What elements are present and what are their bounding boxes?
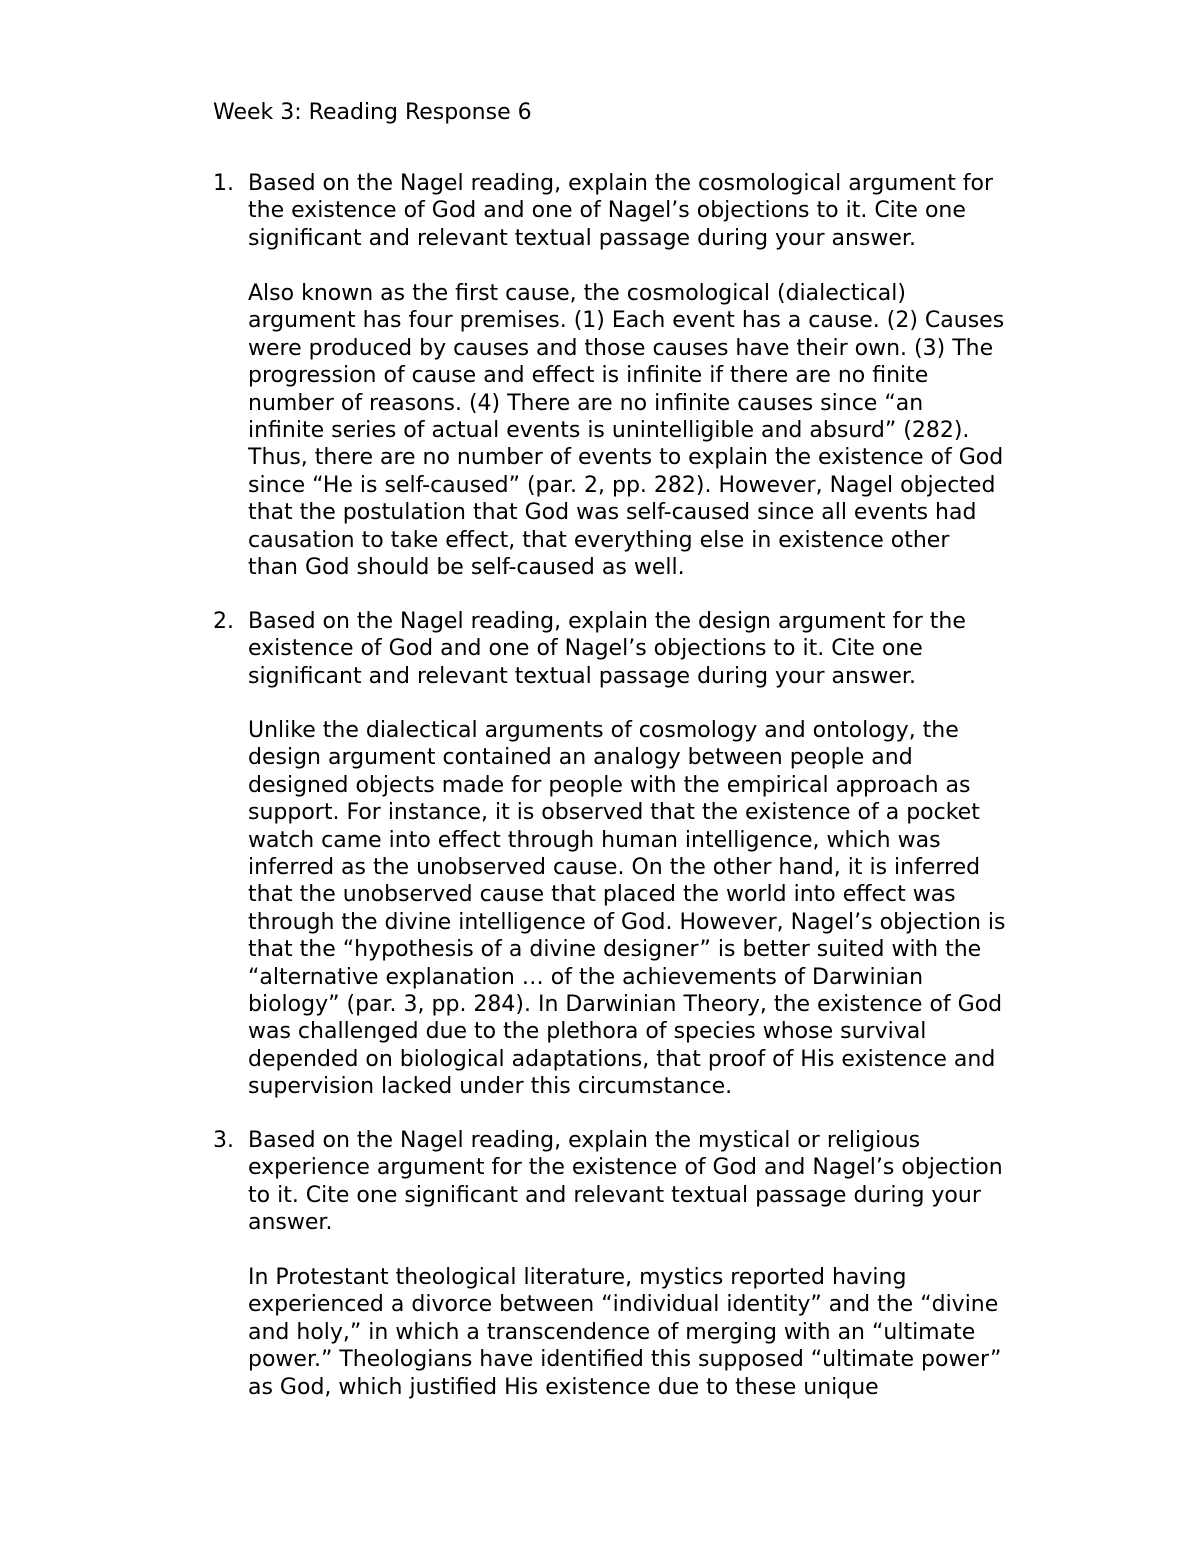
text-line: supervision lacked under this circumstance. <box>248 1074 733 1100</box>
text-line: as God, which justified His existence due to these unique <box>248 1374 879 1400</box>
text-line: “alternative explanation … of the achievements of Darwinian <box>248 964 924 990</box>
text-line: inferred as the unobserved cause. On the other hand, it is inferred <box>248 854 981 880</box>
text-line: number of reasons. (4) There are no infinite causes since “an <box>248 390 924 416</box>
text-line: than God should be self-caused as well. <box>248 554 685 580</box>
text-line: Based on the Nagel reading, explain the mystical or religious <box>248 1128 921 1153</box>
text-line: power.” Theologians have identified this supposed “ultimate power” <box>248 1347 1002 1373</box>
text-line: argument has four premises. (1) Each event has a cause. (2) Causes <box>248 308 1005 334</box>
document-title: Week 3: Reading Response 6 <box>213 100 532 125</box>
text-line: and holy,” in which a transcendence of merging with an “ultimate <box>248 1319 976 1345</box>
text-line: experience argument for the existence of God and Nagel’s objection <box>248 1155 1003 1181</box>
text-line: Unlike the dialectical arguments of cosmology and ontology, the <box>248 718 959 743</box>
question-3-prompt <box>248 1127 1068 1237</box>
text-line: experienced a divorce between “individual identity” and the “divine <box>248 1292 999 1318</box>
text-line: were produced by causes and those causes have their own. (3) The <box>248 335 994 361</box>
text-line: Based on the Nagel reading, explain the design argument for the <box>248 609 966 634</box>
text-line: Thus, there are no number of events to explain the existence of God <box>248 445 1004 471</box>
question-1-prompt <box>248 170 1068 252</box>
text-line: that the “hypothesis of a divine designer” is better suited with the <box>248 937 982 963</box>
text-line: answer. <box>248 1210 333 1236</box>
text-line: that the unobserved cause that placed the world into effect was <box>248 882 956 908</box>
text-line: designed objects made for people with the empirical approach as <box>248 772 971 798</box>
text-line: watch came into effect through human intelligence, which was <box>248 827 941 853</box>
text-line: In Protestant theological literature, mystics reported having <box>248 1265 907 1290</box>
text-line: significant and relevant textual passage during your answer. <box>248 663 916 689</box>
text-line: significant and relevant textual passage during your answer. <box>248 225 916 251</box>
question-1-number: 1. <box>213 171 234 196</box>
text-line: to it. Cite one significant and relevant textual passage during your <box>248 1182 981 1208</box>
text-line: Based on the Nagel reading, explain the cosmological argument for <box>248 171 994 196</box>
text-line: causation to take effect, that everything else in existence other <box>248 527 950 553</box>
question-2-prompt <box>248 608 1068 690</box>
question-3-answer <box>248 1264 1068 1401</box>
text-line: the existence of God and one of Nagel’s objections to it. Cite one <box>248 198 966 224</box>
question-2-number: 2. <box>213 609 234 634</box>
text-line: depended on biological adaptations, that proof of His existence and <box>248 1046 996 1072</box>
text-line: infinite series of actual events is unintelligible and absurd” (282). <box>248 417 970 443</box>
question-1-answer <box>248 280 1068 581</box>
text-line: through the divine intelligence of God. However, Nagel’s objection is <box>248 909 1006 935</box>
question-2-answer <box>248 717 1068 1100</box>
text-line: Also known as the first cause, the cosmological (dialectical) <box>248 281 906 306</box>
text-line: progression of cause and effect is infinite if there are no finite <box>248 363 929 389</box>
text-line: since “He is self-caused” (par. 2, pp. 282). However, Nagel objected <box>248 472 996 498</box>
text-line: that the postulation that God was self-caused since all events had <box>248 500 977 526</box>
text-line: existence of God and one of Nagel’s objections to it. Cite one <box>248 636 923 662</box>
text-line: biology” (par. 3, pp. 284). In Darwinian Theory, the existence of God <box>248 991 1003 1017</box>
question-3-number: 3. <box>213 1128 234 1153</box>
text-line: was challenged due to the plethora of species whose survival <box>248 1019 927 1045</box>
text-line: support. For instance, it is observed that the existence of a pocket <box>248 800 980 826</box>
text-line: design argument contained an analogy between people and <box>248 745 913 771</box>
